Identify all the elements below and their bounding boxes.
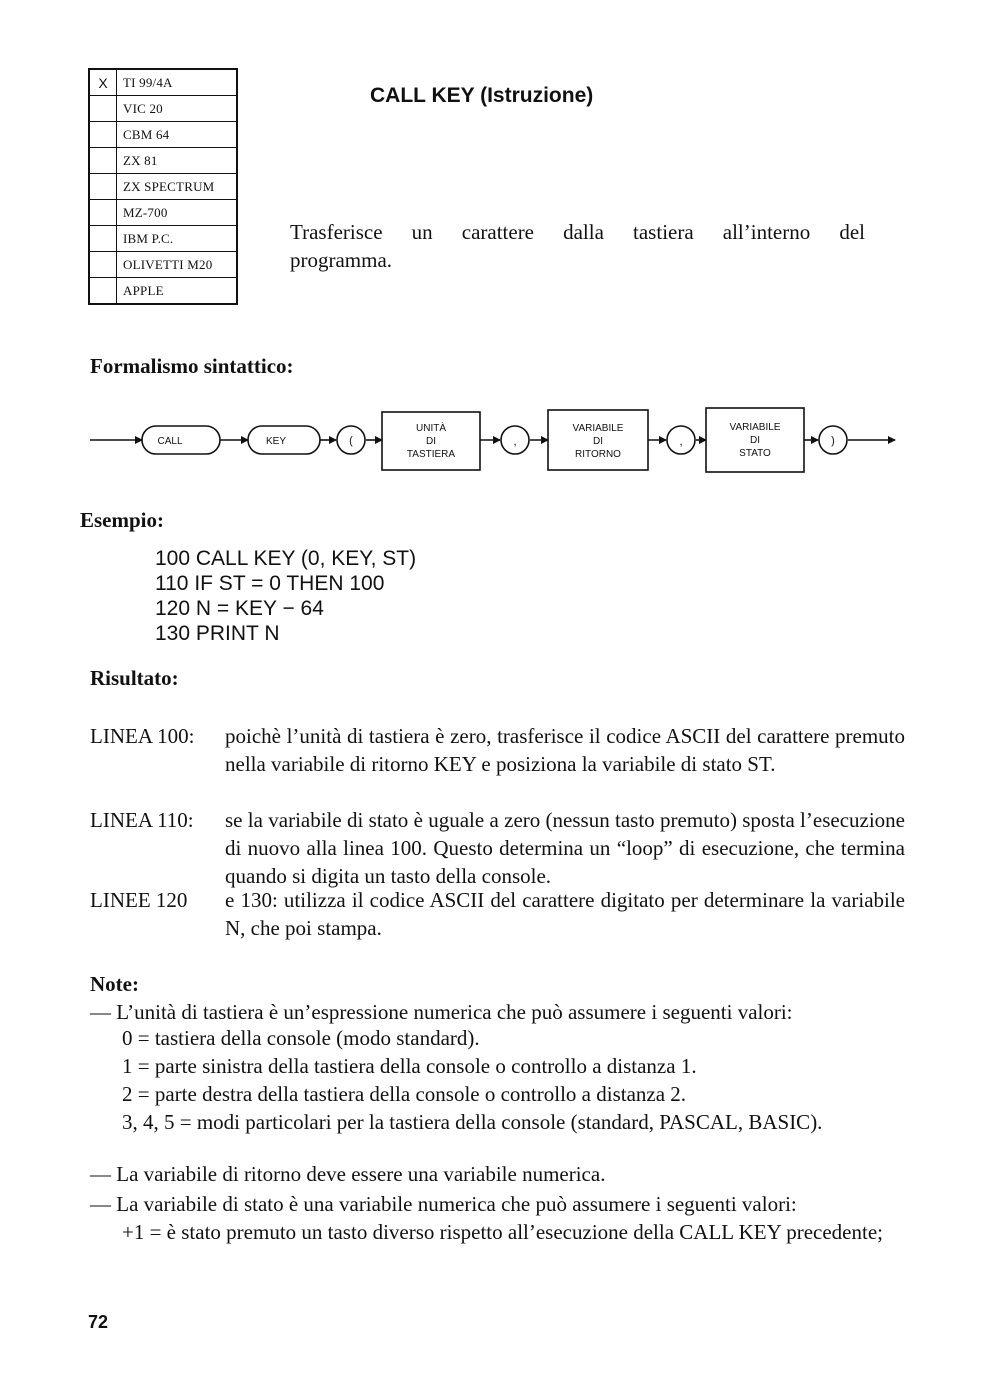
system-name: IBM P.C.	[117, 226, 238, 252]
open-paren-label: (	[349, 435, 353, 447]
compatibility-row	[89, 226, 237, 252]
system-name: CBM 64	[117, 122, 238, 148]
call-label: CALL	[157, 436, 183, 447]
comma-label-1: ,	[513, 434, 517, 448]
system-name: TI 99/4A	[117, 69, 238, 96]
return-label-1: VARIABILE	[572, 423, 624, 434]
code-line: 130 PRINT N	[155, 622, 280, 645]
result-label: LINEA 100:	[90, 724, 195, 748]
close-paren-label: )	[831, 435, 835, 447]
check-cell	[89, 96, 117, 122]
check-cell	[89, 278, 117, 305]
example-heading: Esempio:	[80, 508, 164, 532]
code-line: 110 IF ST = 0 THEN 100	[155, 572, 385, 595]
unit-label-1: UNITÀ	[416, 423, 446, 434]
check-cell	[89, 226, 117, 252]
description-line-2: programma.	[290, 248, 393, 272]
code-line: 120 N = KEY − 64	[155, 597, 324, 620]
compatibility-row	[89, 174, 237, 200]
result-label: LINEE 120	[90, 888, 188, 912]
status-label-1: VARIABILE	[729, 422, 781, 433]
note-value: 0 = tastiera della console (modo standard).	[122, 1026, 480, 1050]
unit-label-2: DI	[426, 436, 436, 447]
note-item: — L’unità di tastiera è un’espressione numerica che può assumere i seguenti valori:	[90, 1000, 793, 1024]
syntax-heading: Formalismo sintattico:	[90, 354, 294, 378]
result-text: se la variabile di stato è uguale a zero (nessun tasto premuto) sposta l’esecuzione di nuovo alla linea 100. Questo determina un “loop” di esecuzione, che termina quando si digita un tasto della console.	[225, 808, 905, 888]
check-cell	[89, 122, 117, 148]
compatibility-table	[88, 68, 238, 305]
result-text: e 130: utilizza il codice ASCII del carattere digitato per determinare la variabile N, che poi stampa.	[225, 888, 905, 940]
result-heading: Risultato:	[90, 666, 179, 690]
unit-label-3: TASTIERA	[406, 449, 456, 460]
system-name: APPLE	[117, 278, 238, 305]
check-cell	[89, 252, 117, 278]
system-name: ZX 81	[117, 148, 238, 174]
compatibility-row	[89, 200, 237, 226]
page-title: CALL KEY (Istruzione)	[370, 84, 594, 107]
code-listing	[155, 546, 416, 646]
syntax-diagram	[80, 400, 910, 486]
comma-label-2: ,	[679, 434, 683, 448]
code-line: 100 CALL KEY (0, KEY, ST)	[155, 547, 417, 570]
key-label: KEY	[265, 436, 287, 447]
note-value: +1 = è stato premuto un tasto diverso rispetto all’esecuzione della CALL KEY precedente;	[122, 1220, 883, 1244]
compatibility-row	[89, 69, 237, 96]
note-value: 3, 4, 5 = modi particolari per la tastiera della console (standard, PASCAL, BASIC).	[122, 1110, 823, 1134]
return-label-2: DI	[593, 436, 603, 447]
system-name: ZX SPECTRUM	[117, 174, 238, 200]
check-mark: X	[89, 69, 117, 96]
note-item: — La variabile di stato è una variabile numerica che può assumere i seguenti valori:	[90, 1192, 797, 1216]
note-value: 1 = parte sinistra della tastiera della console o controllo a distanza 1.	[122, 1054, 697, 1078]
note-item: — La variabile di ritorno deve essere una variabile numerica.	[90, 1162, 606, 1186]
status-label-3: STATO	[739, 448, 771, 459]
status-label-2: DI	[750, 435, 760, 446]
check-cell	[89, 148, 117, 174]
return-label-3: RITORNO	[575, 449, 621, 460]
compatibility-row	[89, 122, 237, 148]
system-name: OLIVETTI M20	[117, 252, 238, 278]
check-cell	[89, 200, 117, 226]
description-line-1: Trasferisce un carattere dalla tastiera all’interno del	[290, 220, 865, 244]
compatibility-row	[89, 96, 237, 122]
result-text: poichè l’unità di tastiera è zero, trasferisce il codice ASCII del carattere premuto nella variabile di ritorno KEY e posiziona la variabile di stato ST.	[225, 724, 905, 776]
page-number: 72	[88, 1312, 109, 1332]
compatibility-row	[89, 148, 237, 174]
system-name: VIC 20	[117, 96, 238, 122]
compatibility-row	[89, 252, 237, 278]
notes-heading: Note:	[90, 972, 139, 996]
system-name: MZ-700	[117, 200, 238, 226]
compatibility-row	[89, 278, 237, 305]
check-cell	[89, 174, 117, 200]
note-value: 2 = parte destra della tastiera della console o controllo a distanza 2.	[122, 1082, 687, 1106]
result-label: LINEA 110:	[90, 808, 194, 832]
